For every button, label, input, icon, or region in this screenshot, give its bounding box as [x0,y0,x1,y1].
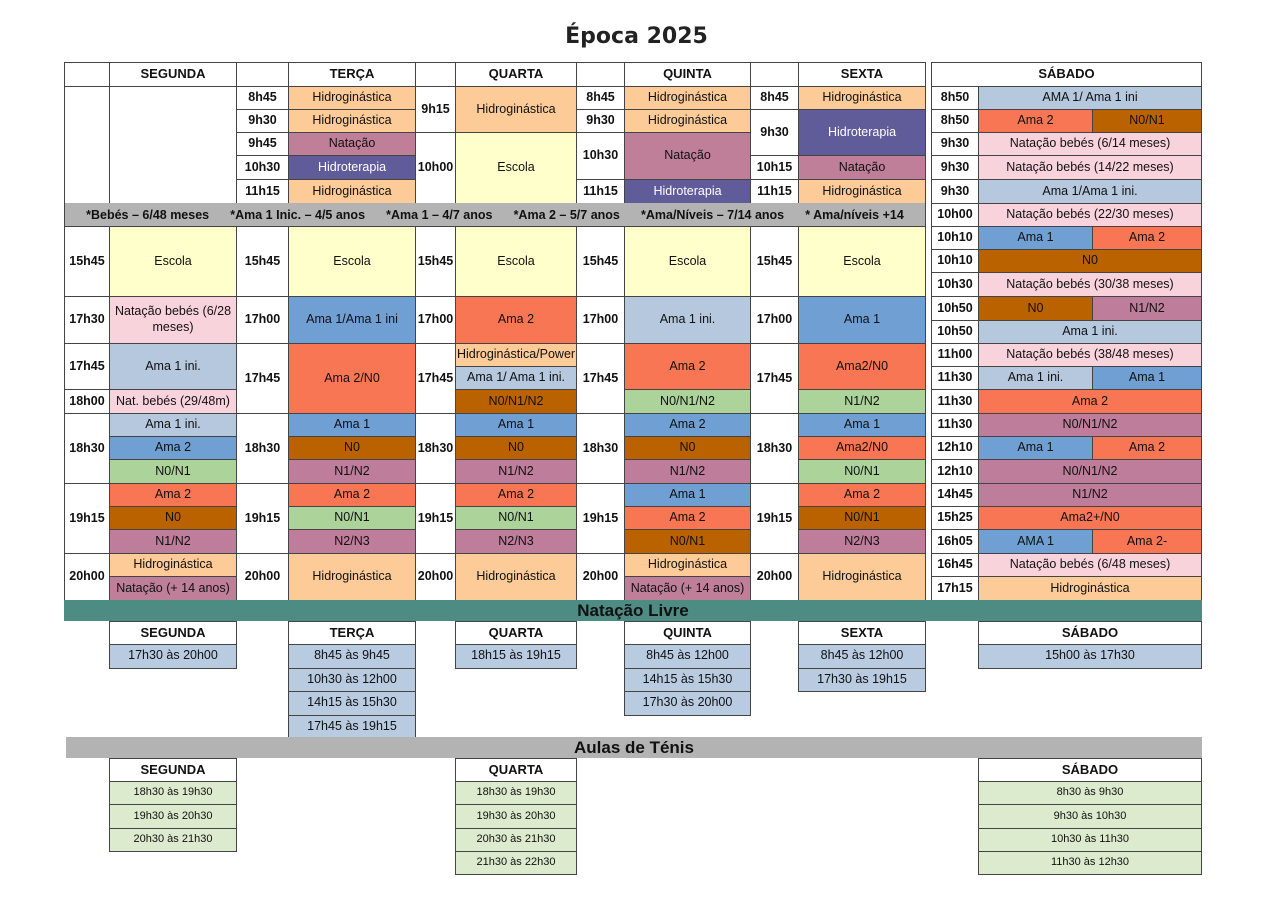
time-cell: 10h30 [236,155,289,180]
class-cell: Ama 2 [1092,226,1202,250]
time-cell: 20h00 [236,553,289,601]
tenis-slot: 20h30 às 21h30 [455,828,577,852]
time-cell: 10h10 [931,249,979,273]
class-cell: Natação [798,155,926,180]
time-cell: 17h45 [750,343,799,414]
class-cell: Hidroginástica [288,553,416,601]
time-cell: 20h00 [415,553,456,601]
class-cell: Ama 1 [978,436,1093,460]
time-cell: 11h30 [931,366,979,390]
time-cell: 18h30 [236,413,289,484]
tenis-header-seg: SEGUNDA [109,758,237,782]
class-cell: Ama 1 [798,413,926,437]
time-cell: 17h00 [415,296,456,344]
class-cell: Ama 1 [455,413,577,437]
time-cell: 9h30 [931,155,979,180]
class-cell: N0/N1 [1092,109,1202,133]
class-cell: Nat. bebés (29/48m) [109,389,237,414]
class-cell: N0 [109,506,237,530]
tenis-slot: 19h30 às 20h30 [455,804,577,828]
time-cell: 11h15 [576,179,625,204]
class-cell: Ama 1/Ama 1 ini [288,296,416,344]
livre-slot: 10h30 às 12h00 [288,668,416,693]
time-cell: 8h45 [236,86,289,110]
time-cell: 9h30 [931,179,979,204]
class-cell: Ama 2/N0 [288,343,416,414]
time-cell: 20h00 [576,553,625,601]
class-cell: Hidroginástica [798,553,926,601]
class-cell: N2/N3 [288,529,416,554]
time-cell: 9h30 [931,132,979,156]
tenis-slot: 18h30 às 19h30 [455,781,577,805]
header-empty [236,62,289,87]
class-cell: N0/N1 [798,506,926,530]
tenis-slot: 21h30 às 22h30 [455,851,577,875]
header-empty [576,62,625,87]
class-cell: N0/N1/N2 [978,459,1202,484]
time-cell: 12h10 [931,436,979,460]
class-cell: AMA 1/ Ama 1 ini [978,86,1202,110]
time-cell: 9h30 [750,109,799,156]
time-cell: 10h30 [931,272,979,297]
time-cell: 8h50 [931,109,979,133]
class-cell: Ama 2 [624,506,751,530]
class-cell: Ama 2 [624,413,751,437]
class-cell: N2/N3 [798,529,926,554]
class-cell: Hidroginástica [978,576,1202,601]
time-cell: 17h00 [750,296,799,344]
class-cell: N1/N2 [288,459,416,484]
livre-header-qui: QUINTA [624,621,751,645]
tenis-slot: 9h30 às 10h30 [978,804,1202,828]
class-cell: Ama 1 [288,413,416,437]
class-cell: Hidroginástica [288,86,416,110]
class-cell: Hidroterapia [624,179,751,204]
time-cell: 16h05 [931,529,979,554]
time-cell: 10h30 [576,132,625,180]
class-cell: N1/N2 [624,459,751,484]
class-cell: Natação bebés (6/48 meses) [978,553,1202,577]
class-cell: Natação bebés (14/22 meses) [978,155,1202,180]
livre-slot: 17h30 às 19h15 [798,668,926,693]
class-cell: Ama 1 [1092,366,1202,390]
time-cell: 11h15 [750,179,799,204]
time-cell: 8h45 [576,86,625,110]
time-cell: 17h45 [415,343,456,414]
time-cell: 18h30 [750,413,799,484]
class-cell: Ama 2 [978,109,1093,133]
header-quarta: QUARTA [455,62,577,87]
tenis-title: Aulas de Ténis [66,737,1202,758]
header-segunda: SEGUNDA [109,62,237,87]
class-cell: Ama 1 [624,483,751,507]
class-cell: N0/N1 [455,506,577,530]
time-cell: 19h15 [236,483,289,554]
class-cell: Escola [109,226,237,297]
time-cell: 17h00 [236,296,289,344]
time-cell: 15h45 [236,226,289,297]
time-cell: 17h30 [64,296,110,344]
class-cell: N0/N1/N2 [455,389,577,414]
class-cell: N2/N3 [455,529,577,554]
time-cell: 10h10 [931,226,979,250]
class-cell: N0 [288,436,416,460]
time-cell: 18h30 [576,413,625,484]
legend-item: *Ama/Níveis – 7/14 anos [640,208,785,222]
class-cell: Ama 2- [1092,529,1202,554]
class-cell: N0/N1/N2 [624,389,751,414]
class-cell: Ama2+/N0 [978,506,1202,530]
class-cell: Ama 2 [798,483,926,507]
class-cell: Natação (+ 14 anos) [109,576,237,601]
tenis-slot: 11h30 às 12h30 [978,851,1202,875]
time-cell: 10h50 [931,320,979,344]
class-cell: N1/N2 [455,459,577,484]
livre-header-seg: SEGUNDA [109,621,237,645]
livre-slot: 8h45 às 12h00 [798,644,926,669]
class-cell: Ama 2 [455,296,577,344]
time-cell: 10h50 [931,296,979,321]
time-cell: 11h00 [931,343,979,367]
class-cell: Hidroginástica [455,86,577,133]
time-cell: 17h00 [576,296,625,344]
class-cell: Hidroginástica [288,179,416,204]
livre-slot: 8h45 às 9h45 [288,644,416,669]
class-cell: Ama 1/Ama 1 ini. [978,179,1202,204]
time-cell: 10h00 [415,132,456,204]
class-cell: Ama 2 [455,483,577,507]
livre-header-sex: SEXTA [798,621,926,645]
class-cell: N0 [978,296,1093,321]
livre-slot: 17h30 às 20h00 [109,644,237,669]
class-cell: Hidroginástica [798,86,926,110]
livre-slot: 17h45 às 19h15 [288,715,416,740]
class-cell: N1/N2 [978,483,1202,507]
time-cell [64,86,110,204]
class-cell: Escola [798,226,926,297]
class-cell: N0/N1/N2 [978,413,1202,437]
time-cell: 9h30 [576,109,625,133]
class-cell: Hidroginástica [624,109,751,133]
class-cell: Ama 1 ini. [978,366,1093,390]
time-cell: 15h45 [576,226,625,297]
header-empty [64,62,110,87]
page-title: Época 2025 [565,24,708,49]
class-cell: N0/N1 [288,506,416,530]
tenis-header-sab: SÁBADO [978,758,1202,782]
class-cell: N0/N1 [109,459,237,484]
tenis-header-qua: QUARTA [455,758,577,782]
time-cell: 11h15 [236,179,289,204]
class-cell: Hidroterapia [798,109,926,156]
class-cell: Ama 1 ini. [624,296,751,344]
class-cell: Ama 2 [1092,436,1202,460]
livre-slot: 8h45 às 12h00 [624,644,751,669]
class-cell: Ama 1 ini. [109,343,237,390]
time-cell: 15h45 [64,226,110,297]
class-cell: Ama 1 ini. [109,413,237,437]
livre-slot: 17h30 às 20h00 [624,691,751,716]
time-cell: 20h00 [64,553,110,601]
legend-item: *Ama 2 – 5/7 anos [513,208,620,222]
class-cell: Natação [624,132,751,180]
class-cell: Ama 1 [798,296,926,344]
class-cell: N1/N2 [1092,296,1202,321]
natacao-livre-title: Natação Livre [64,600,1202,621]
time-cell: 18h30 [64,413,110,484]
class-cell: Hidroginástica/Power [455,343,577,367]
time-cell: 11h30 [931,413,979,437]
class-cell: Ama2/N0 [798,436,926,460]
time-cell: 9h30 [236,109,289,133]
class-cell: Ama 2 [109,436,237,460]
livre-header-qua: QUARTA [455,621,577,645]
class-cell: Natação bebés (22/30 meses) [978,203,1202,227]
time-cell: 10h00 [931,203,979,227]
time-cell: 10h15 [750,155,799,180]
time-cell: 16h45 [931,553,979,577]
class-cell: Ama 2 [288,483,416,507]
time-cell: 15h45 [415,226,456,297]
class-cell: Hidroginástica [288,109,416,133]
class-cell: Natação bebés (30/38 meses) [978,272,1202,297]
class-cell: Ama 2 [109,483,237,507]
livre-slot: 14h15 às 15h30 [624,668,751,693]
time-cell: 8h50 [931,86,979,110]
class-cell: Hidroginástica [624,86,751,110]
header-sabado: SÁBADO [931,62,1202,87]
time-cell: 15h45 [750,226,799,297]
class-cell: N0 [455,436,577,460]
class-cell: N0 [978,249,1202,273]
header-quinta: QUINTA [624,62,751,87]
livre-slot: 18h15 às 19h15 [455,644,577,669]
class-cell: Ama 2 [624,343,751,390]
class-cell: Ama2/N0 [798,343,926,390]
header-sexta: SEXTA [798,62,926,87]
class-cell [109,86,237,204]
class-cell: Natação bebés (6/14 meses) [978,132,1202,156]
tenis-slot: 18h30 às 19h30 [109,781,237,805]
class-cell: N0 [624,436,751,460]
class-cell: Natação (+ 14 anos) [624,576,751,601]
class-cell: Hidroginástica [109,553,237,577]
class-cell: Natação bebés (38/48 meses) [978,343,1202,367]
class-cell: Escola [455,132,577,204]
header-empty [415,62,456,87]
class-cell: Escola [288,226,416,297]
time-cell: 9h45 [236,132,289,156]
class-cell: Hidroterapia [288,155,416,180]
tenis-slot: 10h30 às 11h30 [978,828,1202,852]
time-cell: 17h45 [236,343,289,414]
time-cell: 15h25 [931,506,979,530]
legend-item: *Ama 1 – 4/7 anos [386,208,493,222]
class-cell: Escola [455,226,577,297]
time-cell: 18h00 [64,389,110,414]
header-terca: TERÇA [288,62,416,87]
livre-slot: 15h00 às 17h30 [978,644,1202,669]
class-cell: Ama 1/ Ama 1 ini. [455,366,577,390]
age-legend [64,203,926,227]
time-cell: 19h15 [750,483,799,554]
time-cell: 11h30 [931,389,979,414]
legend-item: * Ama/níveis +14 [805,208,904,222]
class-cell: N1/N2 [109,529,237,554]
time-cell: 17h45 [576,343,625,414]
class-cell: Ama 1 [978,226,1093,250]
time-cell: 18h30 [415,413,456,484]
time-cell: 12h10 [931,459,979,484]
tenis-slot: 19h30 às 20h30 [109,804,237,828]
time-cell: 9h15 [415,86,456,133]
tenis-slot: 8h30 às 9h30 [978,781,1202,805]
livre-header-ter: TERÇA [288,621,416,645]
time-cell: 19h15 [576,483,625,554]
time-cell: 17h45 [64,343,110,390]
class-cell: N1/N2 [798,389,926,414]
time-cell: 20h00 [750,553,799,601]
class-cell: Hidroginástica [624,553,751,577]
time-cell: 17h15 [931,576,979,601]
class-cell: Hidroginástica [798,179,926,204]
class-cell: N0/N1 [624,529,751,554]
time-cell: 19h15 [64,483,110,554]
class-cell: Ama 2 [978,389,1202,414]
time-cell: 19h15 [415,483,456,554]
header-empty [750,62,799,87]
time-cell: 14h45 [931,483,979,507]
livre-header-sab: SÁBADO [978,621,1202,645]
legend-item: *Ama 1 Inic. – 4/5 anos [230,208,366,222]
class-cell: Hidroginástica [455,553,577,601]
time-cell: 8h45 [750,86,799,110]
class-cell: N0/N1 [798,459,926,484]
class-cell: Natação bebés (6/28 meses) [109,296,237,344]
tenis-slot: 20h30 às 21h30 [109,828,237,852]
class-cell: Natação [288,132,416,156]
class-cell: AMA 1 [978,529,1093,554]
livre-slot: 14h15 às 15h30 [288,691,416,716]
class-cell: Escola [624,226,751,297]
legend-item: *Bebés – 6/48 meses [86,208,210,222]
class-cell: Ama 1 ini. [978,320,1202,344]
